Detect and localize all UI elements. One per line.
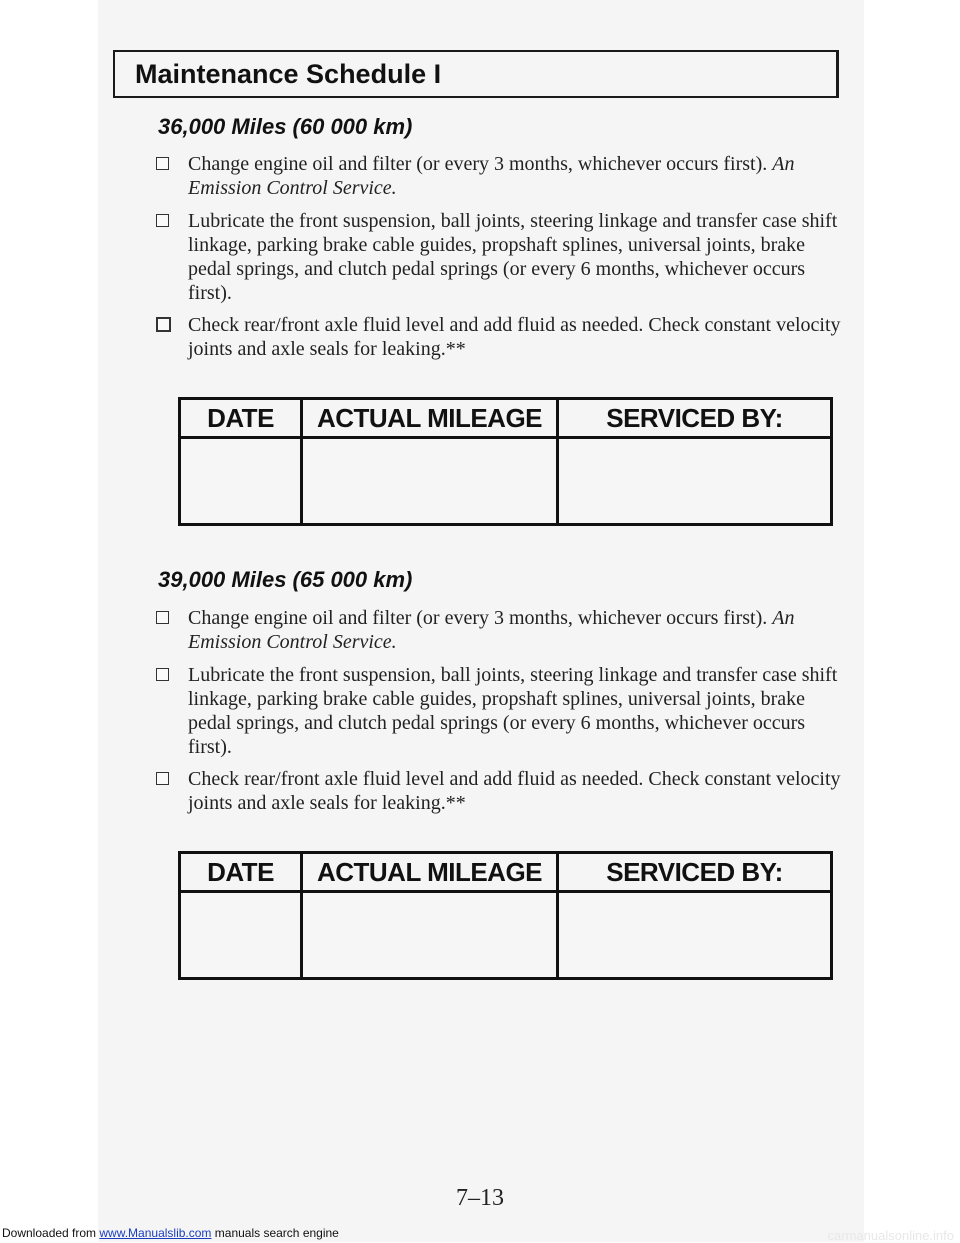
column-header-date: DATE [180,399,302,438]
column-header-serviced-by: SERVICED BY: [558,399,832,438]
item-italic-note: An Emission Control Service. [188,607,795,653]
serviced-by-cell[interactable] [558,892,832,979]
mileage-cell[interactable] [302,892,558,979]
section-header [113,50,839,98]
page-title: Maintenance Schedule I [135,59,442,89]
page-number: 7–13 [456,1185,504,1211]
checkbox-icon[interactable] [156,317,171,332]
item-text: Lubricate the front suspension, ball joints, steering linkage and transfer case shift linkage, parking brake cable guides, propshaft splines, universal joints, brake pedal springs, and clutch pedal springs (or every 6 months, whichever occurs first). [188,210,838,304]
item-italic-note: An Emission Control Service. [188,153,795,199]
checkbox-icon[interactable] [156,157,169,170]
download-footer [2,1226,339,1240]
checkbox-icon[interactable] [156,772,169,785]
date-cell[interactable] [180,438,302,525]
checklist-item [188,606,848,654]
checklist-item [188,663,848,759]
item-text: Check rear/front axle fluid level and add fluid as needed. Check constant velocity joints and axle seals for leaking.** [188,768,841,814]
checklist-item [188,767,848,815]
date-cell[interactable] [180,892,302,979]
item-text: Change engine oil and filter (or every 3 months, whichever occurs first). [188,607,773,629]
checkbox-icon[interactable] [156,214,169,227]
checkbox-icon[interactable] [156,668,169,681]
checklist-item [188,152,848,200]
column-header-actual-mileage: ACTUAL MILEAGE [302,399,558,438]
item-text: Change engine oil and filter (or every 3 months, whichever occurs first). [188,153,773,175]
footer-suffix: manuals search engine [211,1226,339,1240]
item-text: Lubricate the front suspension, ball joints, steering linkage and transfer case shift linkage, parking brake cable guides, propshaft splines, universal joints, brake pedal springs, and clutch pedal springs (or every 6 months, whichever occurs first). [188,664,838,758]
checkbox-icon[interactable] [156,611,169,624]
mileage-cell[interactable] [302,438,558,525]
manualslib-link[interactable]: www.Manualslib.com [99,1226,212,1240]
column-header-serviced-by: SERVICED BY: [558,853,832,892]
service-log-table [178,397,833,526]
service-log-table [178,851,833,980]
footer-prefix: Downloaded from [2,1226,100,1240]
checklist-item [188,313,848,361]
checklist-item [188,209,848,305]
watermark: carmanualsonline.info [827,1228,954,1243]
column-header-date: DATE [180,853,302,892]
column-header-actual-mileage: ACTUAL MILEAGE [302,853,558,892]
serviced-by-cell[interactable] [558,438,832,525]
item-text: Check rear/front axle fluid level and add fluid as needed. Check constant velocity joints and axle seals for leaking.** [188,314,841,360]
section-heading-39000: 39,000 Miles (65 000 km) [158,567,413,592]
section-heading-36000: 36,000 Miles (60 000 km) [158,114,413,139]
